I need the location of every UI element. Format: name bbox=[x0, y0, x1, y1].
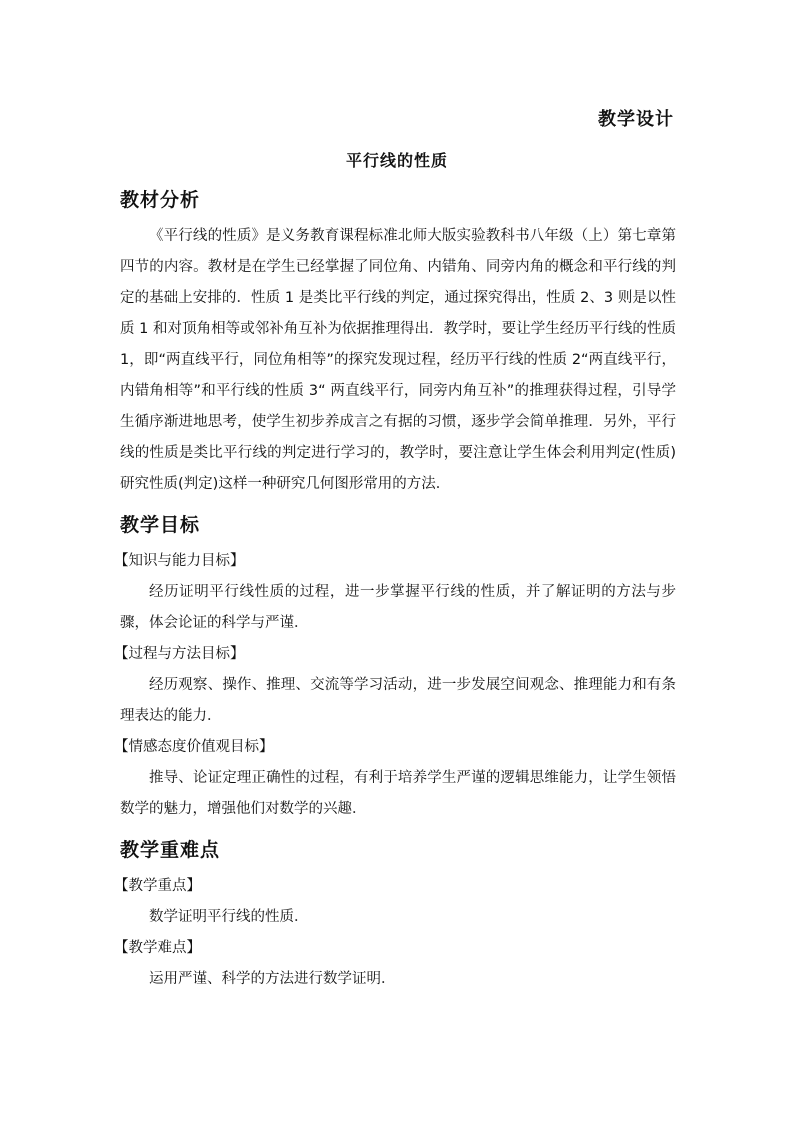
teaching-difficulty-label: 【教学难点】 bbox=[114, 940, 201, 956]
document-body bbox=[114, 185, 676, 995]
knowledge-objective-text: 经历证明平行线性质的过程，进一步掌握平行线的性质，并了解证明的方法与步骤，体会论证的科学与严谨． bbox=[120, 584, 676, 631]
document-type-label: 教学设计 bbox=[598, 109, 674, 130]
knowledge-objective-label: 【知识与能力目标】 bbox=[114, 553, 245, 569]
emotion-objective-text: 推导、论证定理正确性的过程，有利于培养学生严谨的逻辑思维能力，让学生领悟数学的魅力，增强他们对数学的兴趣． bbox=[120, 770, 676, 817]
section-heading-keypoints: 教学重难点 bbox=[120, 839, 221, 861]
section-heading-analysis: 教材分析 bbox=[120, 189, 201, 211]
teaching-focus-text: 数学证明平行线的性质． bbox=[149, 909, 309, 925]
process-objective-label: 【过程与方法目标】 bbox=[114, 646, 245, 662]
teaching-focus-label: 【教学重点】 bbox=[114, 878, 201, 894]
section-heading-objectives: 教学目标 bbox=[120, 514, 201, 536]
teaching-difficulty-text: 运用严谨、科学的方法进行数学证明． bbox=[149, 971, 396, 987]
emotion-objective-label: 【情感态度价值观目标】 bbox=[114, 739, 274, 755]
process-objective-text: 经历观察、操作、推理、交流等学习活动，进一步发展空间观念、推理能力和有条理表达的能力． bbox=[120, 677, 676, 724]
analysis-paragraph: 《平行线的性质》是义务教育课程标准北师大版实验教科书八年级（上）第七章第四节的内容。教材是在学生已经掌握了同位角、内错角、同旁内角的概念和平行线的判定的基础上安排的．性质 1 是类比平行线的判定，通过探究得出，性质 2、3 则是以性质 1 和对顶角相等或邻补角互补为依据推理得出．教学时，要让学生经历平行线的性质 1，即“两直线平行，同位角相等”的探究发现过程，经历平行线的性质 2“两直线平行，内错角相等”和平行线的性质 3“ 两直线平行，同旁内角互补”的推理获得过程，引导学生循序渐进地思考，使学生初步养成言之有据的习惯，逐步学会简单推理．另外，平行线的性质是类比平行线的判定进行学习的，教学时，要注意让学生体会利用判定(性质)研究性质(判定)这样一种研究几何图形常用的方法． bbox=[120, 228, 676, 492]
document-title: 平行线的性质 bbox=[345, 151, 448, 170]
